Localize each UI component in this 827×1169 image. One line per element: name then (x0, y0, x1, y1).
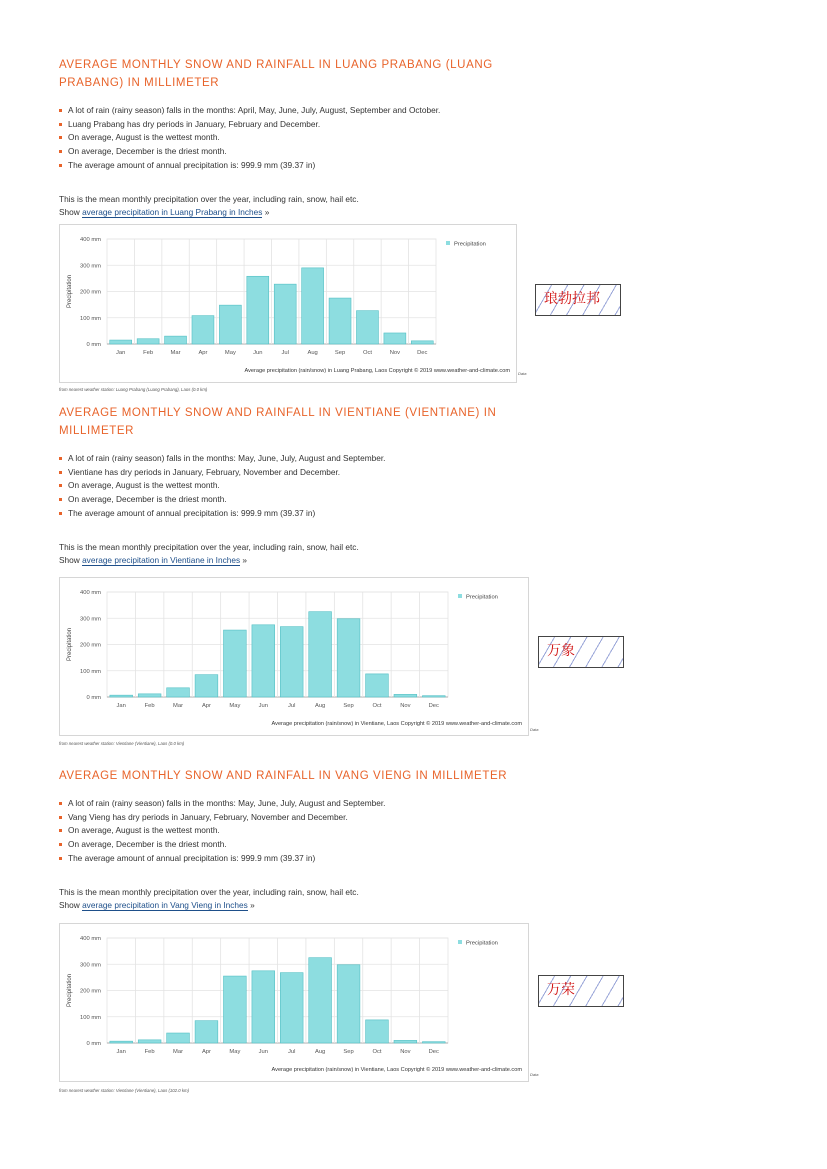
legend-label: Precipitation (454, 241, 486, 248)
y-tick-label: 300 mm (80, 616, 101, 623)
bar-aug (302, 268, 324, 344)
chart-caption: Average precipitation (rain/snow) in Luang Prabang, Laos Copyright © 2019 www.weather-and-climate.com (244, 368, 510, 374)
fact-item: The average amount of annual precipitation is: 999.9 mm (39.37 in) (59, 159, 759, 173)
bar-feb (138, 1040, 161, 1043)
section-luang-prabang (59, 56, 759, 219)
x-tick-label: May (229, 1049, 241, 1055)
show-suffix: » (247, 900, 255, 911)
bar-jan (110, 1041, 133, 1043)
bar-jun (252, 971, 275, 1043)
fact-item: Vang Vieng has dry periods in January, February, November and December. (59, 811, 759, 825)
city-stamp (538, 975, 624, 1007)
section-vang-vieng (59, 767, 759, 912)
bar-may (219, 305, 241, 344)
y-tick-label: 200 mm (80, 988, 101, 995)
legend-swatch (446, 241, 450, 245)
x-tick-label: Nov (389, 350, 401, 356)
show-prefix: Show (59, 900, 83, 911)
bar-jan (110, 340, 132, 344)
stamp-text: 琅勃拉邦 (544, 291, 600, 307)
x-tick-label: Nov (400, 703, 411, 709)
bar-mar (167, 688, 190, 697)
x-tick-label: Jun (258, 1049, 268, 1055)
bar-aug (309, 958, 332, 1043)
stamp-text: 万荣 (547, 982, 575, 998)
legend-label: Precipitation (466, 594, 498, 601)
fact-item: On average, August is the wettest month. (59, 479, 759, 493)
bar-dec (411, 341, 433, 344)
bar-aug (309, 612, 332, 697)
bar-feb (137, 339, 159, 344)
section-title: AVERAGE MONTHLY SNOW AND RAINFALL IN VANG VIENG IN MILLIMETER (59, 770, 508, 782)
x-tick-label: Feb (144, 703, 155, 709)
bar-oct (356, 311, 378, 344)
section-title: AVERAGE MONTHLY SNOW AND RAINFALL IN LUANG PRABANG (LUANG PRABANG) IN MILLIMETER (59, 59, 493, 89)
bar-sep (337, 965, 360, 1043)
station-footnote: from nearest weather station: Luang Prabang (Luang Prabang), Laos (0.0 km) (59, 387, 208, 392)
x-tick-label: Jan (116, 1049, 126, 1055)
show-inches-line (59, 554, 759, 567)
bar-apr (192, 316, 214, 344)
x-tick-label: Aug (307, 350, 318, 356)
chart-svg (60, 578, 528, 735)
x-tick-label: Oct (372, 703, 382, 709)
fact-item: A lot of rain (rainy season) falls in the months: May, June, July, August and September. (59, 797, 759, 811)
facts-list (59, 797, 759, 866)
x-tick-label: Oct (372, 1049, 382, 1055)
data-note: Data (530, 727, 539, 732)
chart-svg (60, 924, 528, 1081)
show-prefix: Show (59, 555, 83, 566)
y-tick-label: 100 mm (80, 315, 101, 322)
x-tick-label: Dec (428, 1049, 439, 1055)
fact-item: On average, December is the driest month. (59, 493, 759, 507)
bar-mar (167, 1033, 190, 1043)
bar-dec (422, 696, 445, 697)
fact-item: On average, December is the driest month. (59, 145, 759, 159)
show-prefix: Show (59, 207, 83, 218)
bar-may (224, 976, 247, 1043)
bar-nov (394, 1040, 417, 1043)
x-tick-label: Apr (201, 1049, 211, 1055)
y-tick-label: 100 mm (80, 668, 101, 675)
section-title: AVERAGE MONTHLY SNOW AND RAINFALL IN VIENTIANE (VIENTIANE) IN MILLIMETER (59, 407, 497, 437)
y-tick-label: 0 mm (86, 1041, 101, 1048)
bar-jul (280, 973, 303, 1043)
station-footnote: from nearest weather station: Vientiane (Vientiane), Laos (102.0 km) (59, 1088, 190, 1093)
y-tick-label: 400 mm (80, 590, 101, 597)
y-axis-label: Precipitation (67, 274, 73, 309)
fact-item: The average amount of annual precipitation is: 999.9 mm (39.37 in) (59, 507, 759, 521)
facts-list (59, 452, 759, 521)
bar-may (224, 630, 247, 697)
precipitation-chart (59, 224, 517, 383)
y-axis-label: Precipitation (67, 627, 73, 662)
intro-text: This is the mean monthly precipitation over the year, including rain, snow, hail etc. (59, 886, 359, 897)
bar-dec (422, 1042, 445, 1043)
bar-nov (384, 333, 406, 344)
bar-jun (247, 276, 269, 344)
bar-apr (195, 1021, 218, 1043)
x-tick-label: Jul (287, 1049, 296, 1055)
y-tick-label: 0 mm (86, 695, 101, 702)
x-tick-label: Feb (144, 1049, 155, 1055)
section-vientiane (59, 404, 759, 567)
fact-item: Luang Prabang has dry periods in January, February and December. (59, 118, 759, 132)
fact-item: On average, August is the wettest month. (59, 131, 759, 145)
legend-swatch (458, 594, 462, 598)
x-tick-label: Aug (314, 703, 326, 709)
x-tick-label: Apr (198, 350, 208, 356)
data-note: Data (530, 1072, 539, 1077)
inches-link[interactable]: average precipitation in Vientiane in Inches (82, 555, 241, 566)
x-tick-label: Dec (417, 350, 428, 356)
x-tick-label: Jun (258, 703, 268, 709)
bar-mar (165, 336, 187, 344)
x-tick-label: Oct (362, 350, 372, 356)
fact-item: On average, December is the driest month. (59, 838, 759, 852)
chart-caption: Average precipitation (rain/snow) in Vientiane, Laos Copyright © 2019 www.weather-and-climate.com (271, 1067, 522, 1073)
bar-jan (110, 695, 133, 697)
bar-sep (329, 298, 351, 344)
intro-text: This is the mean monthly precipitation over the year, including rain, snow, hail etc. (59, 193, 359, 204)
fact-item: Vientiane has dry periods in January, February, November and December. (59, 466, 759, 480)
y-tick-label: 200 mm (80, 642, 101, 649)
bar-oct (366, 674, 389, 697)
x-tick-label: Sep (343, 703, 354, 709)
show-suffix: » (262, 207, 270, 218)
chart-caption: Average precipitation (rain/snow) in Vientiane, Laos Copyright © 2019 www.weather-and-climate.com (271, 721, 522, 727)
x-tick-label: May (229, 703, 241, 709)
x-tick-label: Nov (400, 1049, 411, 1055)
inches-link[interactable]: average precipitation in Vang Vieng in Inches (82, 900, 248, 911)
city-stamp (535, 284, 621, 316)
intro-text: This is the mean monthly precipitation over the year, including rain, snow, hail etc. (59, 541, 359, 552)
bar-jul (280, 627, 303, 697)
x-tick-label: Jan (116, 350, 126, 356)
fact-item: A lot of rain (rainy season) falls in the months: April, May, June, July, August, September and October. (59, 104, 759, 118)
x-tick-label: Apr (201, 703, 211, 709)
stamp-text: 万象 (547, 643, 575, 659)
x-tick-label: Mar (173, 1049, 184, 1055)
x-tick-label: Sep (343, 1049, 354, 1055)
y-tick-label: 300 mm (80, 263, 101, 270)
y-tick-label: 200 mm (80, 289, 101, 296)
x-tick-label: Jul (281, 350, 289, 356)
fact-item: A lot of rain (rainy season) falls in the months: May, June, July, August and September. (59, 452, 759, 466)
x-tick-label: Mar (173, 703, 184, 709)
y-tick-label: 100 mm (80, 1014, 101, 1021)
fact-item: The average amount of annual precipitation is: 999.9 mm (39.37 in) (59, 852, 759, 866)
chart-svg (60, 225, 516, 382)
y-tick-label: 0 mm (86, 342, 101, 349)
legend-label: Precipitation (466, 940, 498, 947)
bar-feb (138, 694, 161, 697)
inches-link[interactable]: average precipitation in Luang Prabang in Inches (82, 207, 263, 218)
station-footnote: from nearest weather station: Vientiane (Vientiane), Laos (0.0 km) (59, 741, 185, 746)
show-inches-line (59, 206, 759, 219)
x-tick-label: Jan (116, 703, 126, 709)
city-stamp (538, 636, 624, 668)
y-tick-label: 400 mm (80, 237, 101, 244)
data-note: Data (518, 371, 527, 376)
x-tick-label: Sep (334, 350, 346, 356)
bar-oct (366, 1020, 389, 1043)
precipitation-chart (59, 923, 529, 1082)
x-tick-label: Jun (253, 350, 263, 356)
precipitation-chart (59, 577, 529, 736)
y-tick-label: 300 mm (80, 962, 101, 969)
y-tick-label: 400 mm (80, 936, 101, 943)
legend-swatch (458, 940, 462, 944)
x-tick-label: May (224, 350, 236, 356)
fact-item: On average, August is the wettest month. (59, 824, 759, 838)
bar-jul (274, 284, 296, 344)
y-axis-label: Precipitation (67, 973, 73, 1008)
x-tick-label: Aug (314, 1049, 326, 1055)
x-tick-label: Mar (170, 350, 181, 356)
show-suffix: » (240, 555, 248, 566)
x-tick-label: Jul (287, 703, 296, 709)
x-tick-label: Feb (143, 350, 154, 356)
bar-sep (337, 619, 360, 697)
bar-jun (252, 625, 275, 697)
bar-apr (195, 675, 218, 697)
show-inches-line (59, 899, 759, 912)
bar-nov (394, 694, 417, 697)
x-tick-label: Dec (428, 703, 439, 709)
facts-list (59, 104, 759, 173)
